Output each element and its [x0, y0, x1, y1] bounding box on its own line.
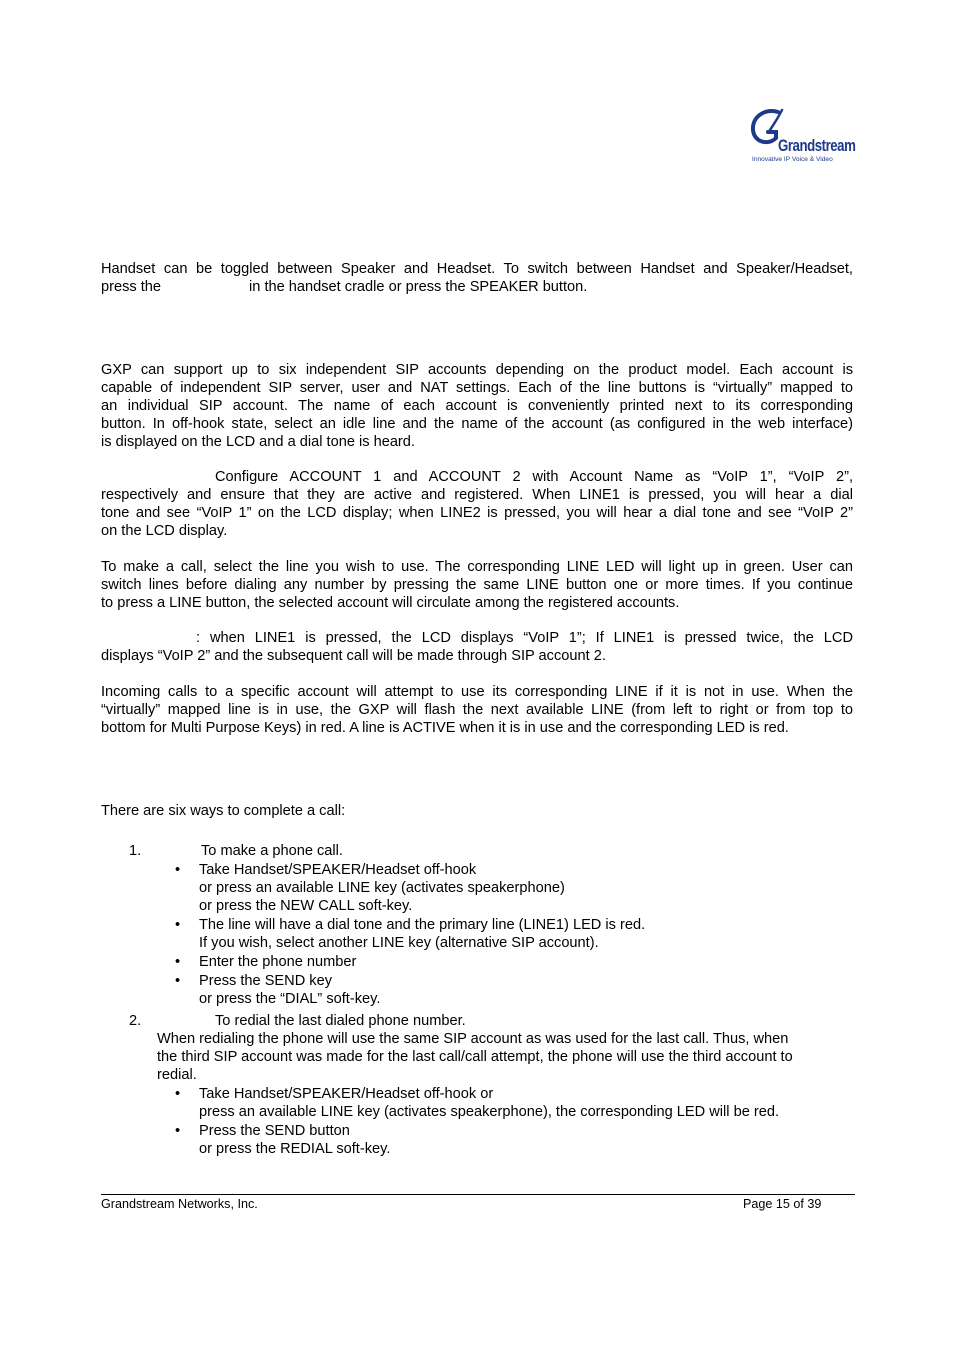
- text-line: redial.: [157, 1067, 197, 1083]
- list-item-text: To redial the last dialed phone number.: [215, 1013, 466, 1029]
- logo-tagline: Innovative IP Voice & Video: [752, 156, 833, 163]
- list-item: [199, 972, 380, 1008]
- text-line: To make a call, select the line you wish to use. The corresponding LINE LED will light up in green. User can: [101, 559, 853, 575]
- text-line: Take Handset/SPEAKER/Headset off-hook: [199, 862, 477, 878]
- bullet-icon: •: [175, 973, 181, 989]
- text-segment: in the handset cradle or press the SPEAKER button.: [249, 279, 588, 295]
- text-line: [101, 278, 853, 296]
- list-item: [199, 1122, 390, 1158]
- paragraph-example-accounts: [101, 468, 853, 540]
- text-line: : when LINE1 is pressed, the LCD displays “VoIP 1”; If LINE1 is pressed twice, the LCD: [196, 630, 853, 646]
- text-line: or press an available LINE key (activates speakerphone): [199, 880, 565, 896]
- text-line: tone and see “VoIP 1” on the LCD display; when LINE2 is pressed, you will hear a dial tone and see “VoIP 2”: [101, 505, 853, 521]
- text-line: Configure ACCOUNT 1 and ACCOUNT 2 with Account Name as “VoIP 1”, “VoIP 2”,: [215, 469, 853, 485]
- text-line: or press the REDIAL soft-key.: [199, 1141, 391, 1157]
- logo-wordmark: Grandstream: [778, 136, 856, 155]
- list-item: [199, 953, 356, 971]
- grandstream-logo: [748, 106, 856, 166]
- paragraph-make-call: [101, 558, 853, 612]
- bullet-icon: •: [175, 917, 181, 933]
- text-line: Take Handset/SPEAKER/Headset off-hook or: [199, 1086, 494, 1102]
- text-line: If you wish, select another LINE key (alternative SIP account).: [199, 935, 599, 951]
- paragraph-line-example: [101, 629, 853, 665]
- text-line: Press the SEND key: [199, 973, 333, 989]
- footer-company: Grandstream Networks, Inc.: [101, 1197, 258, 1211]
- text-line: When redialing the phone will use the same SIP account as was used for the last call. Thus, when: [157, 1031, 789, 1047]
- text-line: GXP can support up to six independent SIP accounts depending on the product model. Each account is: [101, 362, 853, 378]
- text-line: on the LCD display.: [101, 523, 228, 539]
- text-line: to press a LINE button, the selected account will circulate among the registered accounts.: [101, 595, 680, 611]
- text-line: an individual SIP account. The name of each account is conveniently printed next to its corresponding: [101, 398, 853, 414]
- text-line: Press the SEND button: [199, 1123, 350, 1139]
- text-line: or press the “DIAL” soft-key.: [199, 991, 381, 1007]
- text-line: respectively and ensure that they are active and registered. When LINE1 is pressed, you will hear a dial: [101, 487, 853, 503]
- text-line: press an available LINE key (activates speakerphone), the corresponding LED will be red.: [199, 1104, 780, 1120]
- text-line: is displayed on the LCD and a dial tone is heard.: [101, 434, 415, 450]
- text-line: switch lines before dialing any number by pressing the same LINE button one or more times. If you continue: [101, 577, 853, 593]
- list-number: 2.: [129, 1013, 142, 1029]
- bullet-icon: •: [175, 954, 181, 970]
- bullet-icon: •: [175, 862, 181, 878]
- paragraph-incoming-calls: [101, 683, 853, 737]
- text-line: or press the NEW CALL soft-key.: [199, 898, 413, 914]
- list-item-description: [157, 1030, 793, 1084]
- text-line: displays “VoIP 2” and the subsequent call will be made through SIP account 2.: [101, 648, 606, 664]
- list-item: [199, 916, 645, 952]
- text-line: the third SIP account was made for the last call/call attempt, the phone will use the third account to: [157, 1049, 793, 1065]
- paragraph-handset-toggle: [101, 260, 853, 296]
- text-line: “virtually” mapped line is in use, the GXP will flash the next available LINE (from left to right or from top to: [101, 702, 853, 718]
- footer-divider: [101, 1194, 855, 1195]
- bullet-icon: •: [175, 1086, 181, 1102]
- bullet-icon: •: [175, 1123, 181, 1139]
- text-line: The line will have a dial tone and the primary line (LINE1) LED is red.: [199, 917, 646, 933]
- text-segment: press the: [101, 279, 162, 295]
- footer-page-number: Page 15 of 39: [743, 1197, 822, 1211]
- text-line: capable of independent SIP server, user and NAT settings. Each of the line buttons is “virtually” mapped to: [101, 380, 853, 396]
- list-item: [199, 861, 565, 915]
- text-line: Handset can be toggled between Speaker and Headset. To switch between Handset and Speaker/Headset,: [101, 261, 853, 277]
- paragraph-sip-accounts: [101, 361, 853, 451]
- list-number: 1.: [129, 843, 142, 859]
- text-line: bottom for Multi Purpose Keys) in red. A line is ACTIVE when it is in use and the corresponding LED is red.: [101, 720, 789, 736]
- list-item-text: To make a phone call.: [201, 843, 343, 859]
- text-line: Incoming calls to a specific account will attempt to use its corresponding LINE if it is not in use. When the: [101, 684, 853, 700]
- text-line: Enter the phone number: [199, 954, 357, 970]
- text-line: button. In off-hook state, select an idle line and the name of the account (as configured in the web interface): [101, 416, 853, 432]
- list-item: [199, 1085, 779, 1121]
- paragraph-six-ways: There are six ways to complete a call:: [101, 803, 346, 819]
